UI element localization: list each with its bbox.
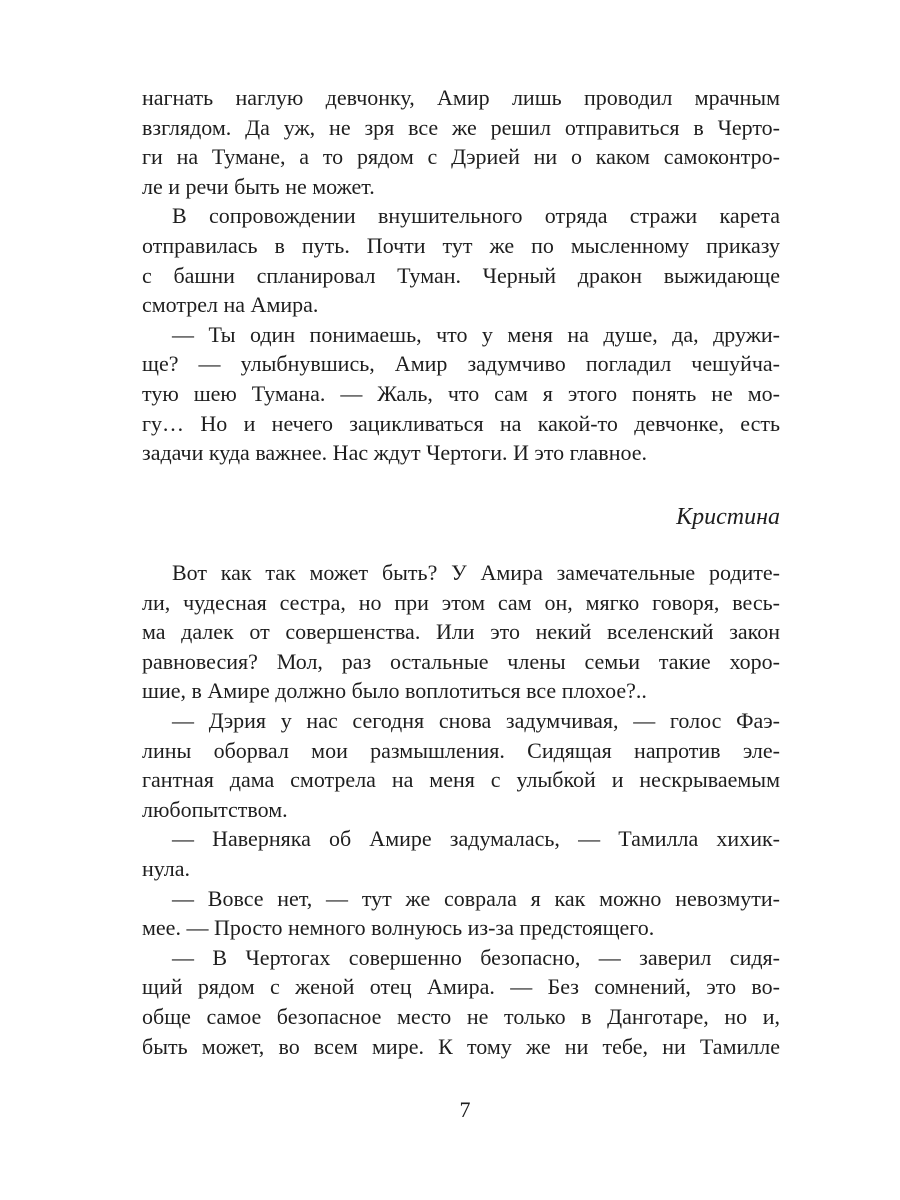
- text-line: ще? — улыбнувшись, Амир задумчиво погладил чешуйча-: [142, 351, 780, 377]
- paragraph: [142, 706, 780, 824]
- text-line: — Наверняка об Амире задумалась, — Тамилла хихик-: [172, 826, 780, 852]
- text-line: с башни спланировал Туман. Черный дракон выжидающе: [142, 262, 780, 288]
- text-line: — В Чертогах совершенно безопасно, — заверил сидя-: [172, 944, 780, 970]
- text-line: тую шею Тумана. — Жаль, что сам я этого понять не мо-: [142, 380, 780, 406]
- paragraph: [142, 558, 780, 706]
- text-line: отправилась в путь. Почти тут же по мысленному приказу: [142, 232, 780, 258]
- paragraph: [142, 201, 780, 319]
- text-line: смотрел на Амира.: [142, 292, 319, 318]
- text-block-kristina: [142, 558, 780, 1061]
- text-block-amir: [142, 83, 780, 468]
- text-line: В сопровождении внушительного отряда стражи карета: [172, 203, 780, 229]
- text-line: гантная дама смотрела на меня с улыбкой и нескрываемым: [142, 767, 780, 793]
- chapter-section-heading: Кристина: [676, 504, 780, 530]
- text-line: задачи куда важнее. Нас ждут Чертоги. И это главное.: [142, 440, 648, 466]
- text-line: мее. — Просто немного волнуюсь из-за предстоящего.: [142, 915, 655, 941]
- page-number: 7: [459, 1097, 471, 1122]
- text-line: — Ты один понимаешь, что у меня на душе, да, дружи-: [172, 321, 780, 347]
- text-line: нагнать наглую девчонку, Амир лишь проводил мрачным: [142, 85, 780, 110]
- text-line: ле и речи быть не может.: [142, 173, 375, 199]
- text-line: равновесия? Мол, раз остальные члены семьи такие хоро-: [142, 648, 780, 674]
- text-line: ли, чудесная сестра, но при этом сам он, мягко говоря, весь-: [142, 589, 780, 615]
- text-line: шие, в Амире должно было воплотиться все плохое?..: [142, 678, 647, 704]
- text-line: взглядом. Да уж, не зря все же решил отправиться в Черто-: [142, 114, 780, 140]
- text-line: — Дэрия у нас сегодня снова задумчивая, — голос Фаэ-: [172, 707, 780, 733]
- text-line: Вот как так может быть? У Амира замечательные родите-: [172, 560, 780, 585]
- text-line: ги на Тумане, а то рядом с Дэрией ни о каком самоконтро-: [142, 144, 780, 170]
- text-line: щий рядом с женой отец Амира. — Без сомнений, это во-: [142, 974, 780, 1000]
- text-line: обще самое безопасное место не только в Данготаре, но и,: [142, 1003, 780, 1029]
- text-line: любопытством.: [142, 796, 288, 822]
- paragraph: [142, 83, 780, 201]
- text-line: нула.: [142, 855, 191, 881]
- paragraph: [142, 824, 780, 883]
- paragraph: [142, 943, 780, 1061]
- text-line: гу… Но и нечего зацикливаться на какой-то девчонке, есть: [142, 410, 780, 436]
- paragraph: [142, 884, 780, 943]
- text-line: быть может, во всем мире. К тому же ни тебе, ни Тамилле: [142, 1033, 780, 1059]
- paragraph: [142, 320, 780, 468]
- text-line: ма далек от совершенства. Или это некий вселенский закон: [142, 619, 780, 645]
- text-line: — Вовсе нет, — тут же соврала я как можно невозмути-: [172, 885, 780, 911]
- text-line: лины оборвал мои размышления. Сидящая напротив эле-: [142, 737, 780, 763]
